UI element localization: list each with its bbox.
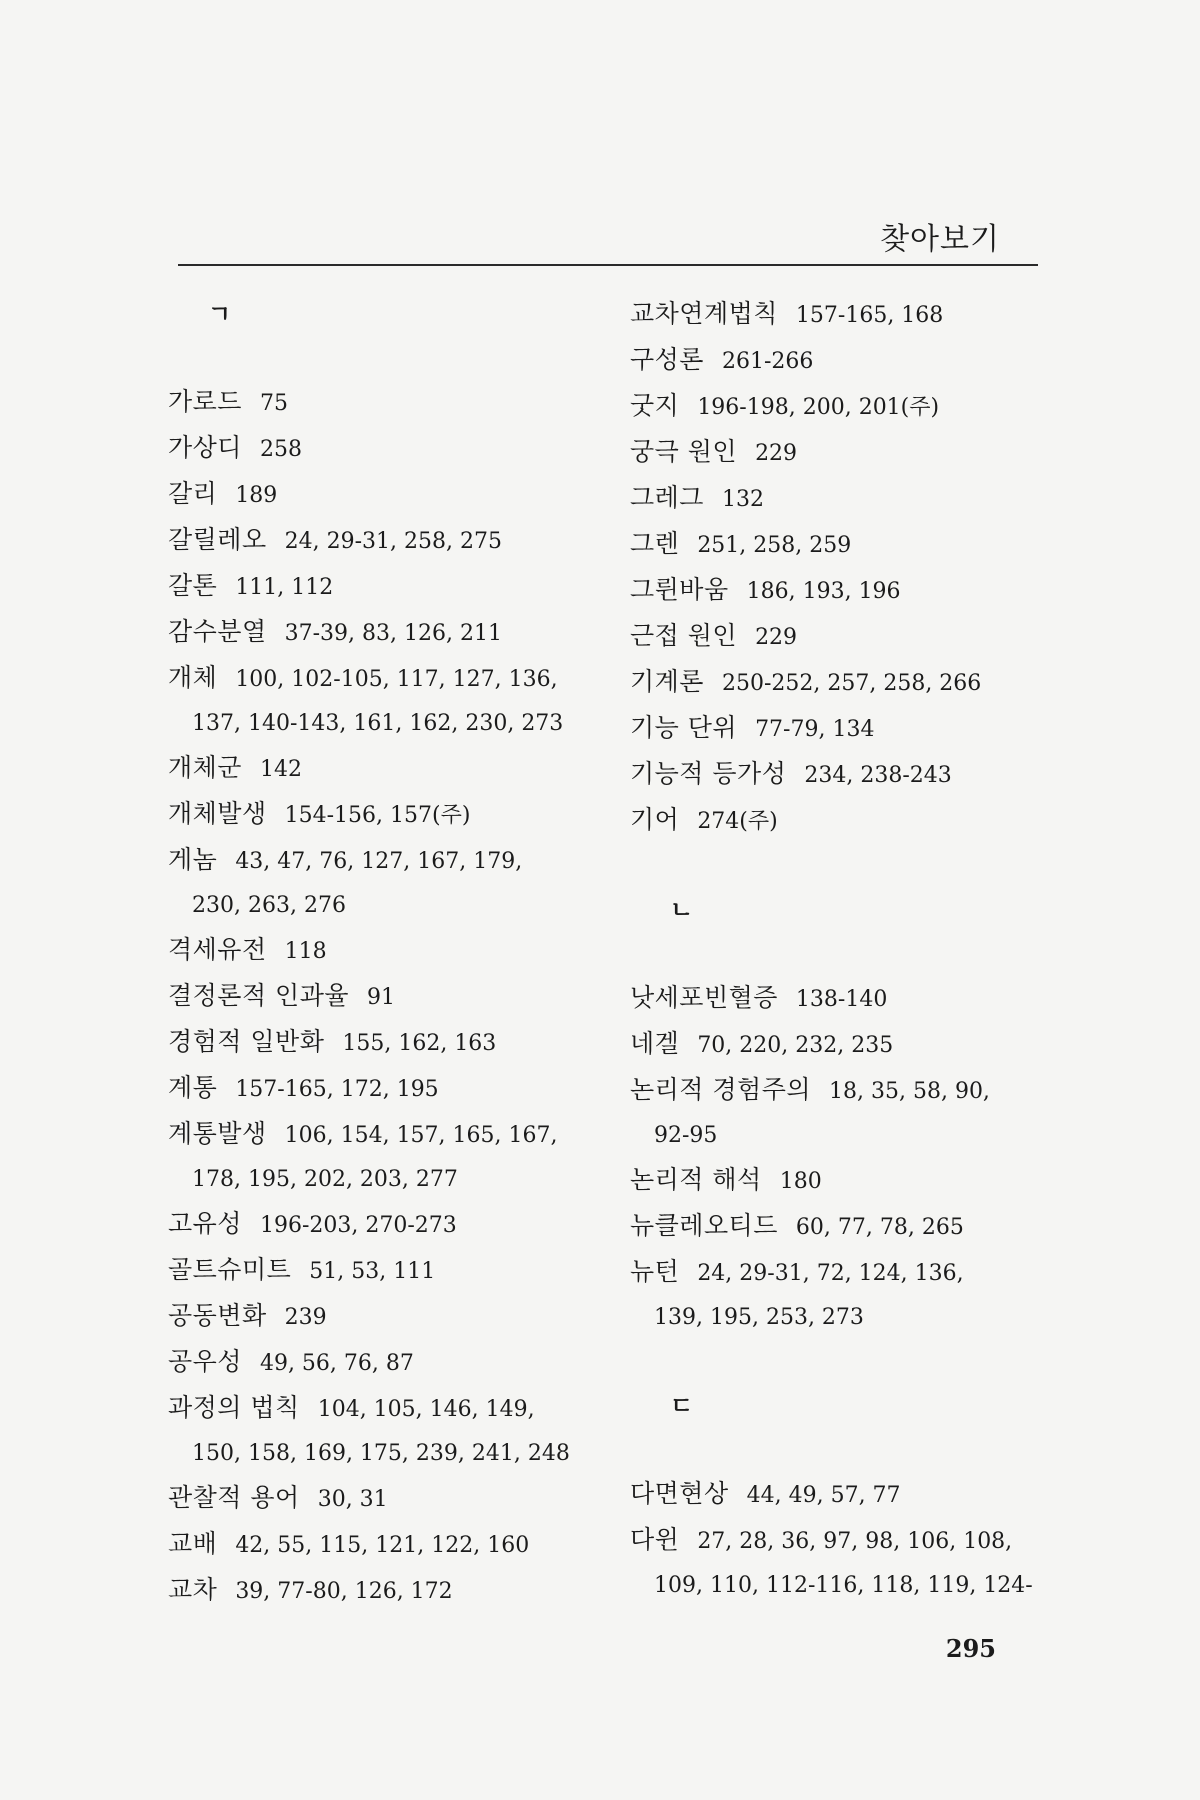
index-pages: 118 xyxy=(284,939,327,964)
index-pages: 138-140 xyxy=(795,987,888,1012)
section-letter: ㄱ xyxy=(208,300,232,328)
section-gap xyxy=(630,1428,1040,1472)
index-term: 뉴클레오티드 xyxy=(630,1211,778,1240)
index-pages-continued: 139, 195, 253, 273 xyxy=(654,1305,864,1330)
index-pages: 27, 28, 36, 97, 98, 106, 108, xyxy=(697,1529,1013,1554)
index-entry xyxy=(168,1112,588,1202)
index-term: 게놈 xyxy=(168,845,218,874)
index-term: 개체 xyxy=(168,663,218,692)
index-pages: 24, 29-31, 72, 124, 136, xyxy=(697,1261,964,1286)
index-entry xyxy=(168,792,588,838)
index-pages: 51, 53, 111 xyxy=(309,1259,436,1284)
index-entry xyxy=(630,614,1040,660)
index-entry xyxy=(168,1386,588,1476)
section-letter: ㄷ xyxy=(670,1392,694,1420)
index-pages-continued: 178, 195, 202, 203, 277 xyxy=(192,1167,458,1192)
index-entry xyxy=(168,1568,588,1614)
index-pages: 261-266 xyxy=(721,349,814,374)
section-letter: ㄴ xyxy=(670,896,694,924)
index-column-right xyxy=(630,292,1040,1608)
index-pages: 106, 154, 157, 165, 167, xyxy=(284,1123,558,1148)
index-term: 관찰적 용어 xyxy=(168,1483,300,1512)
index-pages: 75 xyxy=(259,391,288,416)
index-entry xyxy=(168,928,588,974)
section-gap xyxy=(630,1340,1040,1384)
index-pages: 154-156, 157(주) xyxy=(284,803,471,828)
index-term: 계통 xyxy=(168,1073,218,1102)
index-term: 논리적 해석 xyxy=(630,1165,762,1194)
index-entry xyxy=(630,522,1040,568)
index-entry xyxy=(630,1158,1040,1204)
index-term: 다면현상 xyxy=(630,1479,729,1508)
index-pages: 60, 77, 78, 265 xyxy=(795,1215,964,1240)
index-term: 가로드 xyxy=(168,387,242,416)
index-column-left xyxy=(168,292,588,1614)
index-pages: 42, 55, 115, 121, 122, 160 xyxy=(235,1533,530,1558)
index-entry xyxy=(630,384,1040,430)
index-entry xyxy=(630,1472,1040,1518)
index-term: 궁극 원인 xyxy=(630,437,738,466)
index-pages: 229 xyxy=(755,441,798,466)
index-term: 다윈 xyxy=(630,1525,680,1554)
index-pages: 186, 193, 196 xyxy=(746,579,901,604)
index-entry xyxy=(168,380,588,426)
index-entry xyxy=(168,610,588,656)
index-entry xyxy=(168,518,588,564)
index-pages: 274(주) xyxy=(697,809,778,834)
index-term: 개체군 xyxy=(168,753,242,782)
index-pages-continued: 137, 140-143, 161, 162, 230, 273 xyxy=(192,711,564,736)
index-entry xyxy=(630,476,1040,522)
index-pages: 91 xyxy=(367,985,395,1010)
index-pages: 258 xyxy=(259,437,302,462)
index-pages: 77-79, 134 xyxy=(755,717,875,742)
index-entry xyxy=(630,752,1040,798)
index-entry xyxy=(168,656,588,746)
index-pages: 251, 258, 259 xyxy=(697,533,852,558)
index-pages: 104, 105, 146, 149, xyxy=(317,1397,535,1422)
index-entry xyxy=(168,1294,588,1340)
index-entry xyxy=(168,472,588,518)
index-pages-continued: 230, 263, 276 xyxy=(192,893,346,918)
index-pages: 132 xyxy=(721,487,764,512)
index-term: 갈릴레오 xyxy=(168,525,267,554)
index-pages: 43, 47, 76, 127, 167, 179, xyxy=(235,849,523,874)
index-entry xyxy=(630,1518,1040,1608)
index-term: 구성론 xyxy=(630,345,704,374)
index-entry xyxy=(168,564,588,610)
index-entry xyxy=(168,746,588,792)
index-pages: 111, 112 xyxy=(235,575,334,600)
index-entry xyxy=(630,1250,1040,1340)
index-term: 교배 xyxy=(168,1529,218,1558)
index-pages: 189 xyxy=(235,483,278,508)
index-pages-continued: 109, 110, 112-116, 118, 119, 124- xyxy=(654,1573,1033,1598)
index-pages: 155, 162, 163 xyxy=(342,1031,497,1056)
index-pages-continued: 150, 158, 169, 175, 239, 241, 248 xyxy=(192,1441,570,1466)
index-term: 계통발생 xyxy=(168,1119,267,1148)
index-term: 갈톤 xyxy=(168,571,218,600)
index-entry xyxy=(630,568,1040,614)
index-term: 논리적 경험주의 xyxy=(630,1075,811,1104)
index-pages: 157-165, 168 xyxy=(795,303,944,328)
index-term: 교차연계법칙 xyxy=(630,299,778,328)
index-pages: 100, 102-105, 117, 127, 136, xyxy=(235,667,558,692)
index-term: 공우성 xyxy=(168,1347,242,1376)
index-term: 뉴턴 xyxy=(630,1257,680,1286)
index-pages: 250-252, 257, 258, 266 xyxy=(721,671,982,696)
index-pages-continued: 92-95 xyxy=(654,1123,718,1148)
index-pages: 37-39, 83, 126, 211 xyxy=(284,621,502,646)
index-entry xyxy=(168,1248,588,1294)
index-term: 가상디 xyxy=(168,433,242,462)
index-pages: 30, 31 xyxy=(317,1487,388,1512)
index-term: 그레그 xyxy=(630,483,704,512)
index-pages: 234, 238-243 xyxy=(804,763,952,788)
index-entry xyxy=(630,660,1040,706)
index-term: 골트슈미트 xyxy=(168,1255,292,1284)
index-entry xyxy=(168,1066,588,1112)
index-entry xyxy=(168,1522,588,1568)
index-entry xyxy=(168,1020,588,1066)
index-entry xyxy=(630,1204,1040,1250)
index-term: 개체발생 xyxy=(168,799,267,828)
index-entry xyxy=(168,974,588,1020)
index-entry xyxy=(630,292,1040,338)
index-entry xyxy=(630,976,1040,1022)
index-term: 감수분열 xyxy=(168,617,267,646)
index-entry xyxy=(630,798,1040,844)
index-term: 과정의 법칙 xyxy=(168,1393,300,1422)
index-entry xyxy=(630,706,1040,752)
index-pages: 196-198, 200, 201(주) xyxy=(697,395,940,420)
index-entry xyxy=(630,338,1040,384)
index-entry xyxy=(168,838,588,928)
index-pages: 18, 35, 58, 90, xyxy=(829,1079,990,1104)
index-entry xyxy=(168,1202,588,1248)
index-pages: 196-203, 270-273 xyxy=(259,1213,457,1238)
index-pages: 142 xyxy=(259,757,302,782)
index-term: 그륀바움 xyxy=(630,575,729,604)
index-term: 기능 단위 xyxy=(630,713,738,742)
index-pages: 24, 29-31, 258, 275 xyxy=(284,529,502,554)
index-term: 격세유전 xyxy=(168,935,267,964)
index-term: 네겔 xyxy=(630,1029,680,1058)
header-rule xyxy=(178,264,1038,266)
running-head: 찾아보기 xyxy=(880,222,1000,257)
index-entry xyxy=(630,1068,1040,1158)
page-number: 295 xyxy=(945,1634,996,1663)
section-gap xyxy=(630,844,1040,888)
index-pages: 44, 49, 57, 77 xyxy=(746,1483,901,1508)
index-entry xyxy=(630,1022,1040,1068)
section-gap xyxy=(630,932,1040,976)
index-term: 굿지 xyxy=(630,391,680,420)
index-term: 갈리 xyxy=(168,479,218,508)
index-entry xyxy=(630,430,1040,476)
index-pages: 229 xyxy=(755,625,798,650)
index-pages: 239 xyxy=(284,1305,327,1330)
index-term: 기계론 xyxy=(630,667,704,696)
index-pages: 180 xyxy=(779,1169,822,1194)
index-entry xyxy=(168,1476,588,1522)
index-term: 기어 xyxy=(630,805,680,834)
index-term: 낫세포빈혈증 xyxy=(630,983,778,1012)
index-term: 고유성 xyxy=(168,1209,242,1238)
index-pages: 39, 77-80, 126, 172 xyxy=(235,1579,453,1604)
index-pages: 70, 220, 232, 235 xyxy=(697,1033,894,1058)
index-term: 공동변화 xyxy=(168,1301,267,1330)
index-pages: 157-165, 172, 195 xyxy=(235,1077,439,1102)
index-entry xyxy=(168,426,588,472)
index-term: 그렌 xyxy=(630,529,680,558)
index-term: 기능적 등가성 xyxy=(630,759,787,788)
index-term: 결정론적 인과율 xyxy=(168,981,349,1010)
index-entry xyxy=(168,1340,588,1386)
section-gap xyxy=(168,336,588,380)
index-pages: 49, 56, 76, 87 xyxy=(259,1351,414,1376)
index-term: 교차 xyxy=(168,1575,218,1604)
index-term: 근접 원인 xyxy=(630,621,738,650)
index-term: 경험적 일반화 xyxy=(168,1027,325,1056)
